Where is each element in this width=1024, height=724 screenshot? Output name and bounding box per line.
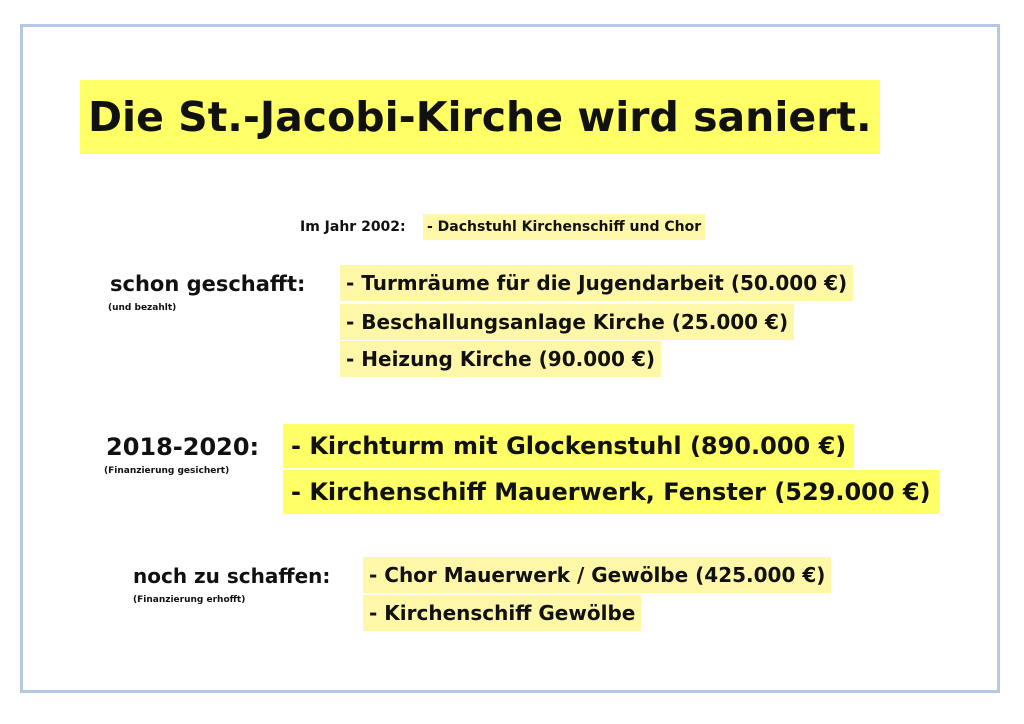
done-label: schon geschafft: (110, 272, 306, 296)
done-item: - Heizung Kirche (90.000 €) (340, 341, 661, 377)
page-title: Die St.-Jacobi-Kirche wird saniert. (80, 80, 880, 154)
period-item: - Kirchenschiff Mauerwerk, Fenster (529.000 €) (283, 470, 939, 514)
period-item: - Kirchturm mit Glockenstuhl (890.000 €) (283, 424, 854, 468)
done-item: - Turmräume für die Jugendarbeit (50.000 €) (340, 265, 853, 301)
todo-item: - Kirchenschiff Gewölbe (363, 595, 641, 631)
done-item: - Beschallungsanlage Kirche (25.000 €) (340, 304, 794, 340)
year-2002-item: - Dachstuhl Kirchenschiff und Chor (423, 214, 705, 240)
period-note: (Finanzierung gesichert) (104, 466, 230, 476)
todo-label: noch zu schaffen: (133, 564, 331, 588)
done-note: (und bezahlt) (108, 303, 177, 313)
todo-note: (Finanzierung erhofft) (133, 595, 246, 605)
year-2002-label: Im Jahr 2002: (300, 219, 406, 235)
todo-item: - Chor Mauerwerk / Gewölbe (425.000 €) (363, 557, 831, 593)
period-label: 2018-2020: (106, 433, 260, 461)
